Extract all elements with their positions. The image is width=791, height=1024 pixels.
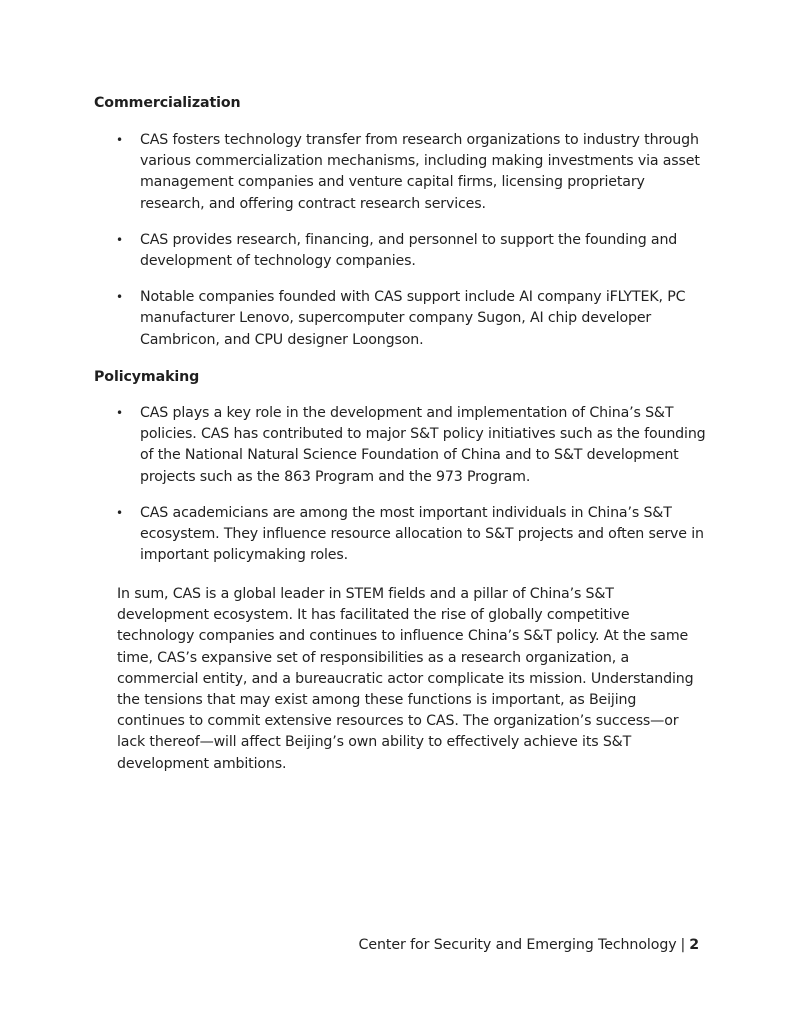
- footer-separator: |: [680, 937, 686, 953]
- section-heading-policymaking: Policymaking: [94, 369, 200, 385]
- policymaking-bullet-list: [116, 403, 706, 581]
- bullet-icon: •: [116, 505, 123, 520]
- page-footer: [359, 937, 699, 953]
- list-item: [116, 287, 706, 351]
- commercialization-bullet-list: [116, 130, 706, 366]
- bullet-text: CAS provides research, financing, and personnel to support the founding and development of technology companies.: [140, 231, 678, 270]
- section-heading-commercialization: Commercialization: [94, 95, 241, 111]
- bullet-text: CAS academicians are among the most important individuals in China’s S&T ecosystem. They influence resource allocation to S&T projects and often serve in important policymaking roles.: [140, 504, 704, 564]
- bullet-text: CAS fosters technology transfer from research organizations to industry through various commercialization mechanisms, including making investments via asset management companies and venture capital firms, licensing proprietary research, and offering contract research services.: [140, 132, 700, 212]
- bullet-text: CAS plays a key role in the development and implementation of China’s S&T policies. CAS has contributed to major S&T policy initiatives such as the founding of the National Natural Science Foundation of China and to S&T development projects such as the 863 Program and the 973 Program.: [140, 405, 706, 485]
- list-item: [116, 230, 706, 272]
- bullet-icon: •: [116, 133, 123, 147]
- bullet-text: Notable companies founded with CAS support include AI company iFLYTEK, PC manufacturer Lenovo, supercomputer company Sugon, AI chip developer Cambricon, and CPU designer Loongson.: [140, 289, 686, 348]
- page-number: 2: [689, 937, 699, 953]
- list-item: [116, 503, 706, 567]
- footer-organization: Center for Security and Emerging Technology: [358, 937, 677, 953]
- bullet-icon: •: [116, 232, 123, 247]
- list-item: [116, 130, 706, 215]
- bullet-icon: •: [116, 290, 123, 305]
- summary-paragraph: In sum, CAS is a global leader in STEM fields and a pillar of China’s S&T development ecosystem. It has facilitated the rise of globally competitive technology companies and continues to influence China’s S&T policy. At the same time, CAS’s expansive set of responsibilities as a research organization, a commercial entity, and a bureaucratic actor complicate its mission. Understanding the tensions that may exist among these functions is important, as Beijing continues to commit extensive resources to CAS. The organization’s success—or lack thereof—will affect Beijing’s own ability to effectively achieve its S&T development ambitions.: [117, 586, 694, 772]
- bullet-icon: •: [116, 406, 123, 420]
- list-item: [116, 403, 706, 488]
